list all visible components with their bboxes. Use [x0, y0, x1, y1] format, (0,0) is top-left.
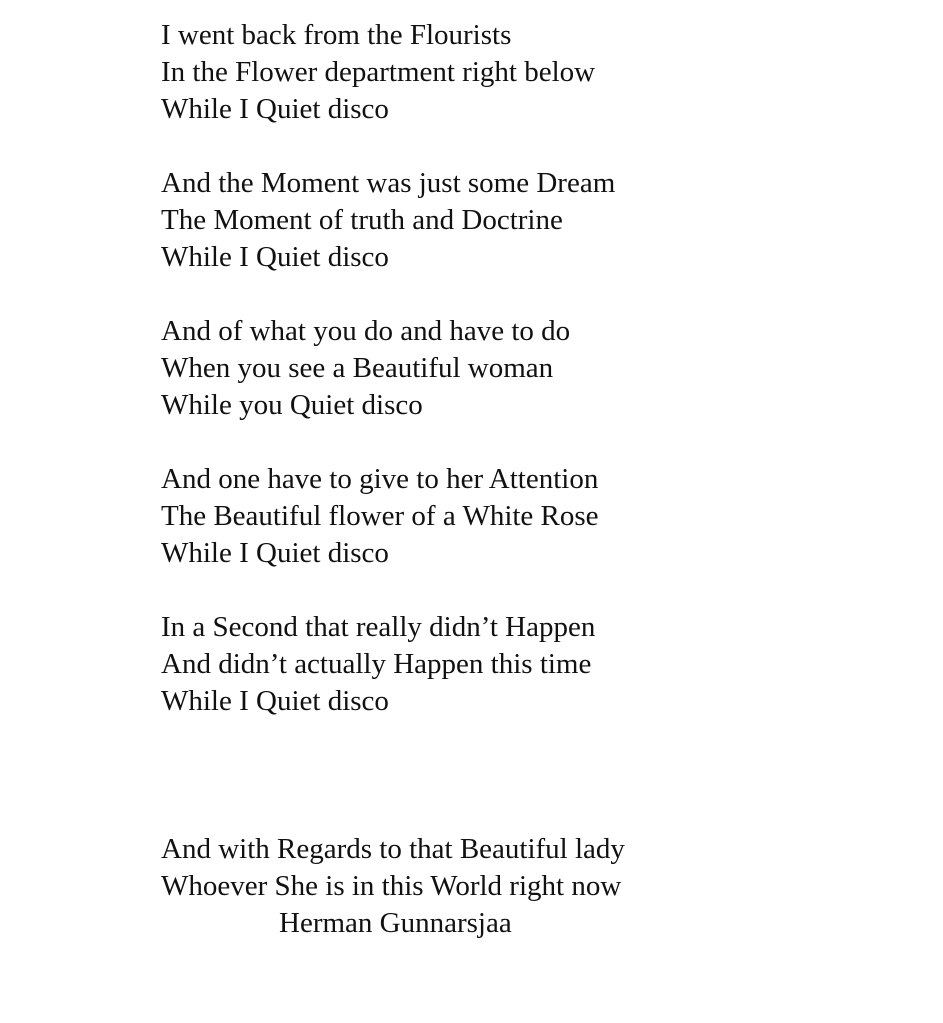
poem-line: While I Quiet disco	[161, 685, 389, 717]
poem-line: The Beautiful flower of a White Rose	[161, 500, 599, 532]
author-signature: Herman Gunnarsjaa	[279, 907, 512, 939]
closing-line: Whoever She is in this World right now	[161, 870, 622, 902]
poem-line: And the Moment was just some Dream	[161, 167, 616, 199]
closing-line: And with Regards to that Beautiful lady	[161, 833, 625, 865]
poem-line: And didn’t actually Happen this time	[161, 648, 592, 680]
poem-line: When you see a Beautiful woman	[161, 352, 554, 384]
poem-line: The Moment of truth and Doctrine	[161, 204, 563, 236]
poem-line: And one have to give to her Attention	[161, 463, 599, 495]
poem-line: While you Quiet disco	[161, 389, 423, 421]
poem-line: And of what you do and have to do	[161, 315, 571, 347]
poem-line: While I Quiet disco	[161, 537, 389, 569]
poem-line: While I Quiet disco	[161, 93, 389, 125]
poem-line: In a Second that really didn’t Happen	[161, 611, 596, 643]
poem-line: While I Quiet disco	[161, 241, 389, 273]
poem-line: In the Flower department right below	[161, 56, 596, 88]
poem-line: I went back from the Flourists	[161, 19, 512, 51]
